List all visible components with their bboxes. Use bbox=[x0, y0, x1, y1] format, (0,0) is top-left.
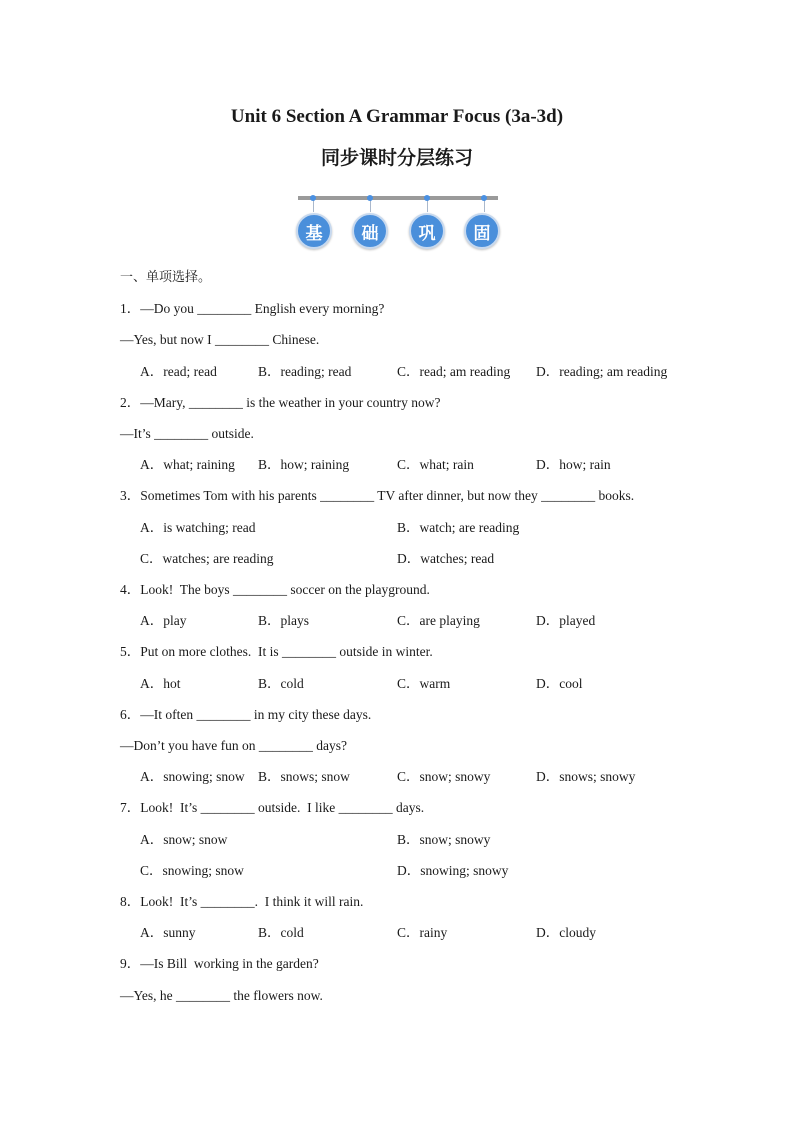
banner-char-chu: 础 bbox=[352, 213, 388, 249]
banner-dot bbox=[310, 195, 316, 201]
banner-char-ji: 基 bbox=[296, 213, 332, 249]
question-stem: 2．—Mary, ________ is the weather in your country now? bbox=[120, 395, 441, 410]
option-d: D．cloudy bbox=[536, 925, 596, 940]
option-c: C．read; am reading bbox=[397, 364, 511, 379]
option-b: B．snows; snow bbox=[258, 769, 350, 784]
question-stem: 6．—It often ________ in my city these days. bbox=[120, 707, 372, 722]
option-c: C．rainy bbox=[397, 925, 448, 940]
option-d: D．cool bbox=[536, 676, 583, 691]
question-stem: —Yes, but now I ________ Chinese. bbox=[120, 332, 320, 347]
option-d: D．played bbox=[536, 613, 596, 628]
banner-dot bbox=[481, 195, 487, 201]
question-stem: 5．Put on more clothes. It is ________ outside in winter. bbox=[120, 644, 433, 659]
option-b: B．cold bbox=[258, 925, 304, 940]
banner-dot bbox=[367, 195, 373, 201]
banner-stem bbox=[370, 200, 371, 212]
option-c: C．what; rain bbox=[397, 457, 474, 472]
option-a: A．sunny bbox=[140, 925, 196, 940]
question-stem: 9．—Is Bill working in the garden? bbox=[120, 956, 319, 971]
banner-char-gu: 固 bbox=[464, 213, 500, 249]
banner-stem bbox=[427, 200, 428, 212]
option-a: A．snowing; snow bbox=[140, 769, 245, 784]
option-c: C．watches; are reading bbox=[140, 551, 274, 566]
option-b: B．watch; are reading bbox=[397, 520, 520, 535]
page-subtitle: 同步课时分层练习 bbox=[320, 147, 473, 169]
question-stem: 1．—Do you ________ English every morning? bbox=[120, 301, 385, 316]
banner-stem bbox=[484, 200, 485, 212]
question-stem: —It’s ________ outside. bbox=[120, 426, 254, 441]
option-c: C．warm bbox=[397, 676, 451, 691]
option-c: C．snowing; snow bbox=[140, 863, 244, 878]
question-stem: 7．Look! It’s ________ outside. I like ________ days. bbox=[120, 800, 425, 815]
option-a: A．snow; snow bbox=[140, 832, 228, 847]
option-a: A．play bbox=[140, 613, 187, 628]
option-d: D．how; rain bbox=[536, 457, 611, 472]
option-d: D．watches; read bbox=[397, 551, 495, 566]
option-d: D．snows; snowy bbox=[536, 769, 636, 784]
question-stem: —Yes, he ________ the flowers now. bbox=[120, 988, 323, 1003]
option-b: B．cold bbox=[258, 676, 304, 691]
banner-stem bbox=[313, 200, 314, 212]
question-stem: 3．Sometimes Tom with his parents ________ TV after dinner, but now they ________ books. bbox=[120, 488, 635, 503]
option-c: C．are playing bbox=[397, 613, 480, 628]
option-b: B．plays bbox=[258, 613, 310, 628]
option-a: A．hot bbox=[140, 676, 181, 691]
question-stem: 8．Look! It’s ________. I think it will rain. bbox=[120, 894, 364, 909]
section-heading: 一、单项选择。 bbox=[120, 270, 212, 285]
option-c: C．snow; snowy bbox=[397, 769, 491, 784]
page-title: Unit 6 Section A Grammar Focus (3a-3d) bbox=[230, 106, 564, 127]
option-a: A．read; read bbox=[140, 364, 217, 379]
section-banner bbox=[296, 193, 500, 255]
question-stem: 4．Look! The boys ________ soccer on the playground. bbox=[120, 582, 430, 597]
option-a: A．is watching; read bbox=[140, 520, 256, 535]
option-b: B．how; raining bbox=[258, 457, 350, 472]
banner-bar bbox=[298, 196, 498, 200]
option-d: D．snowing; snowy bbox=[397, 863, 509, 878]
banner-dot bbox=[424, 195, 430, 201]
option-a: A．what; raining bbox=[140, 457, 235, 472]
banner-char-gong: 巩 bbox=[409, 213, 445, 249]
option-b: B．reading; read bbox=[258, 364, 352, 379]
question-stem: —Don’t you have fun on ________ days? bbox=[120, 738, 347, 753]
option-b: B．snow; snowy bbox=[397, 832, 491, 847]
option-d: D．reading; am reading bbox=[536, 364, 668, 379]
